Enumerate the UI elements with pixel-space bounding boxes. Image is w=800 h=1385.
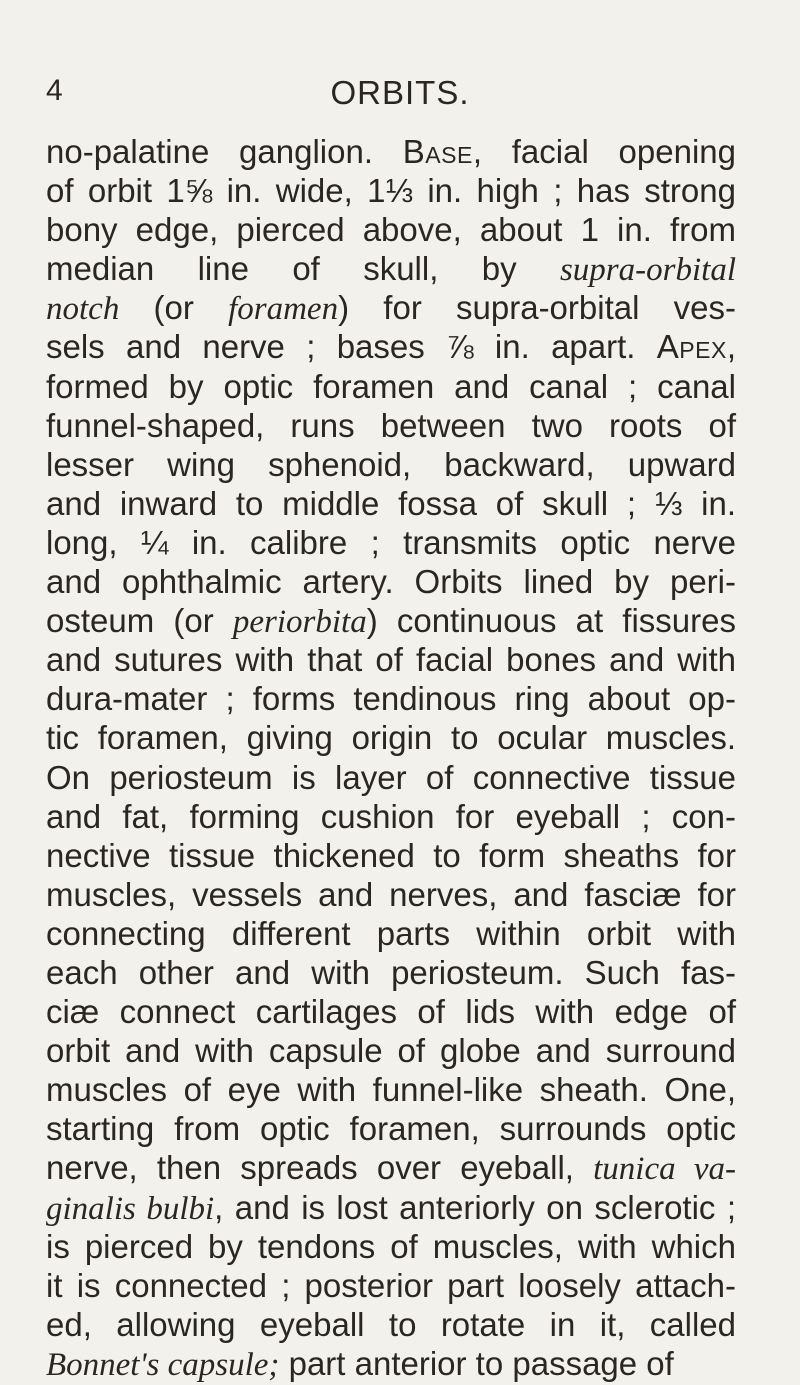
italic-term: foramen [228, 291, 339, 328]
text-run: ) continuous at fissures [366, 602, 736, 640]
text-run: , [726, 328, 736, 366]
italic-term: tunica va- [593, 1151, 736, 1188]
text-line [46, 914, 736, 953]
text-line [46, 797, 736, 836]
text-run: each other and with periosteum. Such fas- [46, 953, 736, 991]
text-line [46, 1227, 736, 1266]
text-run: lesser wing sphenoid, backward, upward [46, 445, 736, 483]
text-line [46, 640, 736, 679]
text-line [46, 758, 736, 797]
text-run: (or [119, 289, 229, 327]
text-line [46, 718, 736, 757]
text-run: starting from optic foramen, surrounds optic [46, 1110, 736, 1148]
text-run: no-palatine ganglion. [46, 133, 403, 170]
text-run: sels and nerve ; bases ⅞ in. apart. [46, 328, 657, 366]
small-caps-term: Base [402, 133, 473, 170]
text-run: nerve, then spreads over eyeball, [46, 1149, 594, 1187]
text-run: of orbit 1⅝ in. wide, 1⅓ in. high ; has strong [46, 172, 736, 210]
text-run: ciæ connect cartilages of lids with edge of [46, 993, 736, 1031]
text-run: muscles, vessels and nerves, and fasciæ for [46, 875, 736, 913]
page-number: 4 [46, 74, 63, 107]
running-head: ORBITS. [330, 74, 470, 111]
text-run: ed, allowing eyeball to rotate in it, called [46, 1305, 736, 1343]
text-run: is pierced by tendons of muscles, with which [46, 1227, 736, 1265]
text-line [46, 1109, 736, 1148]
text-run: and fat, forming cushion for eyeball ; con- [46, 797, 736, 835]
italic-term: Bonnet's capsule; [46, 1346, 280, 1383]
text-run: median line of skull, by [46, 250, 560, 288]
text-run: long, ¼ in. calibre ; transmits optic nerve [46, 523, 736, 561]
text-line [46, 1031, 736, 1070]
text-line [46, 836, 736, 875]
text-line [46, 1266, 736, 1305]
text-line [46, 406, 736, 445]
text-run: and inward to middle fossa of skull ; ⅓ in. [46, 484, 736, 522]
italic-term: periorbita [232, 604, 367, 641]
text-run: , and is lost anteriorly on sclerotic ; [214, 1188, 736, 1226]
text-run: and sutures with that of facial bones and with [46, 641, 736, 679]
text-line [46, 249, 736, 288]
text-line [46, 1305, 736, 1344]
text-line [46, 953, 736, 992]
text-line [46, 875, 736, 914]
text-run: osteum (or [46, 602, 233, 640]
text-line [46, 288, 736, 327]
text-line [46, 1188, 736, 1227]
small-caps-term: Apex [656, 328, 727, 366]
text-run: formed by optic foramen and canal ; canal [46, 367, 736, 405]
text-line [46, 1344, 736, 1383]
text-run: funnel-shaped, runs between two roots of [46, 406, 736, 444]
italic-term: notch [46, 291, 120, 328]
text-line [46, 367, 736, 406]
text-run: , facial opening [472, 133, 736, 170]
text-line [46, 1148, 736, 1187]
italic-term: ginalis bulbi [46, 1190, 215, 1227]
text-line [46, 327, 736, 366]
text-line [46, 484, 736, 523]
text-line [46, 1070, 736, 1109]
text-run: dura-mater ; forms tendinous ring about op- [46, 680, 736, 718]
text-run: connecting different parts within orbit with [46, 914, 736, 952]
text-line [46, 523, 736, 562]
text-line [46, 601, 736, 640]
text-line [46, 445, 736, 484]
text-run: On periosteum is layer of connective tissue [46, 758, 736, 796]
text-run: muscles of eye with funnel-like sheath. One, [46, 1071, 736, 1109]
text-line [46, 562, 736, 601]
text-run: and ophthalmic artery. Orbits lined by peri- [46, 563, 736, 601]
text-run: ) for supra-orbital ves- [338, 289, 736, 327]
text-run: it is connected ; posterior part loosely attach- [46, 1266, 736, 1304]
text-run: nective tissue thickened to form sheaths for [46, 836, 736, 874]
italic-term: supra-orbital [559, 252, 736, 289]
text-run: part anterior to passage of [279, 1344, 674, 1382]
text-run: orbit and with capsule of globe and surround [46, 1032, 736, 1070]
body-text [46, 132, 736, 1383]
text-run: tic foramen, giving origin to ocular muscles. [46, 719, 736, 757]
text-line [46, 171, 736, 210]
text-line [46, 132, 736, 171]
text-run: bony edge, pierced above, about 1 in. from [46, 211, 736, 249]
text-line [46, 210, 736, 249]
text-line [46, 992, 736, 1031]
text-line [46, 679, 736, 718]
